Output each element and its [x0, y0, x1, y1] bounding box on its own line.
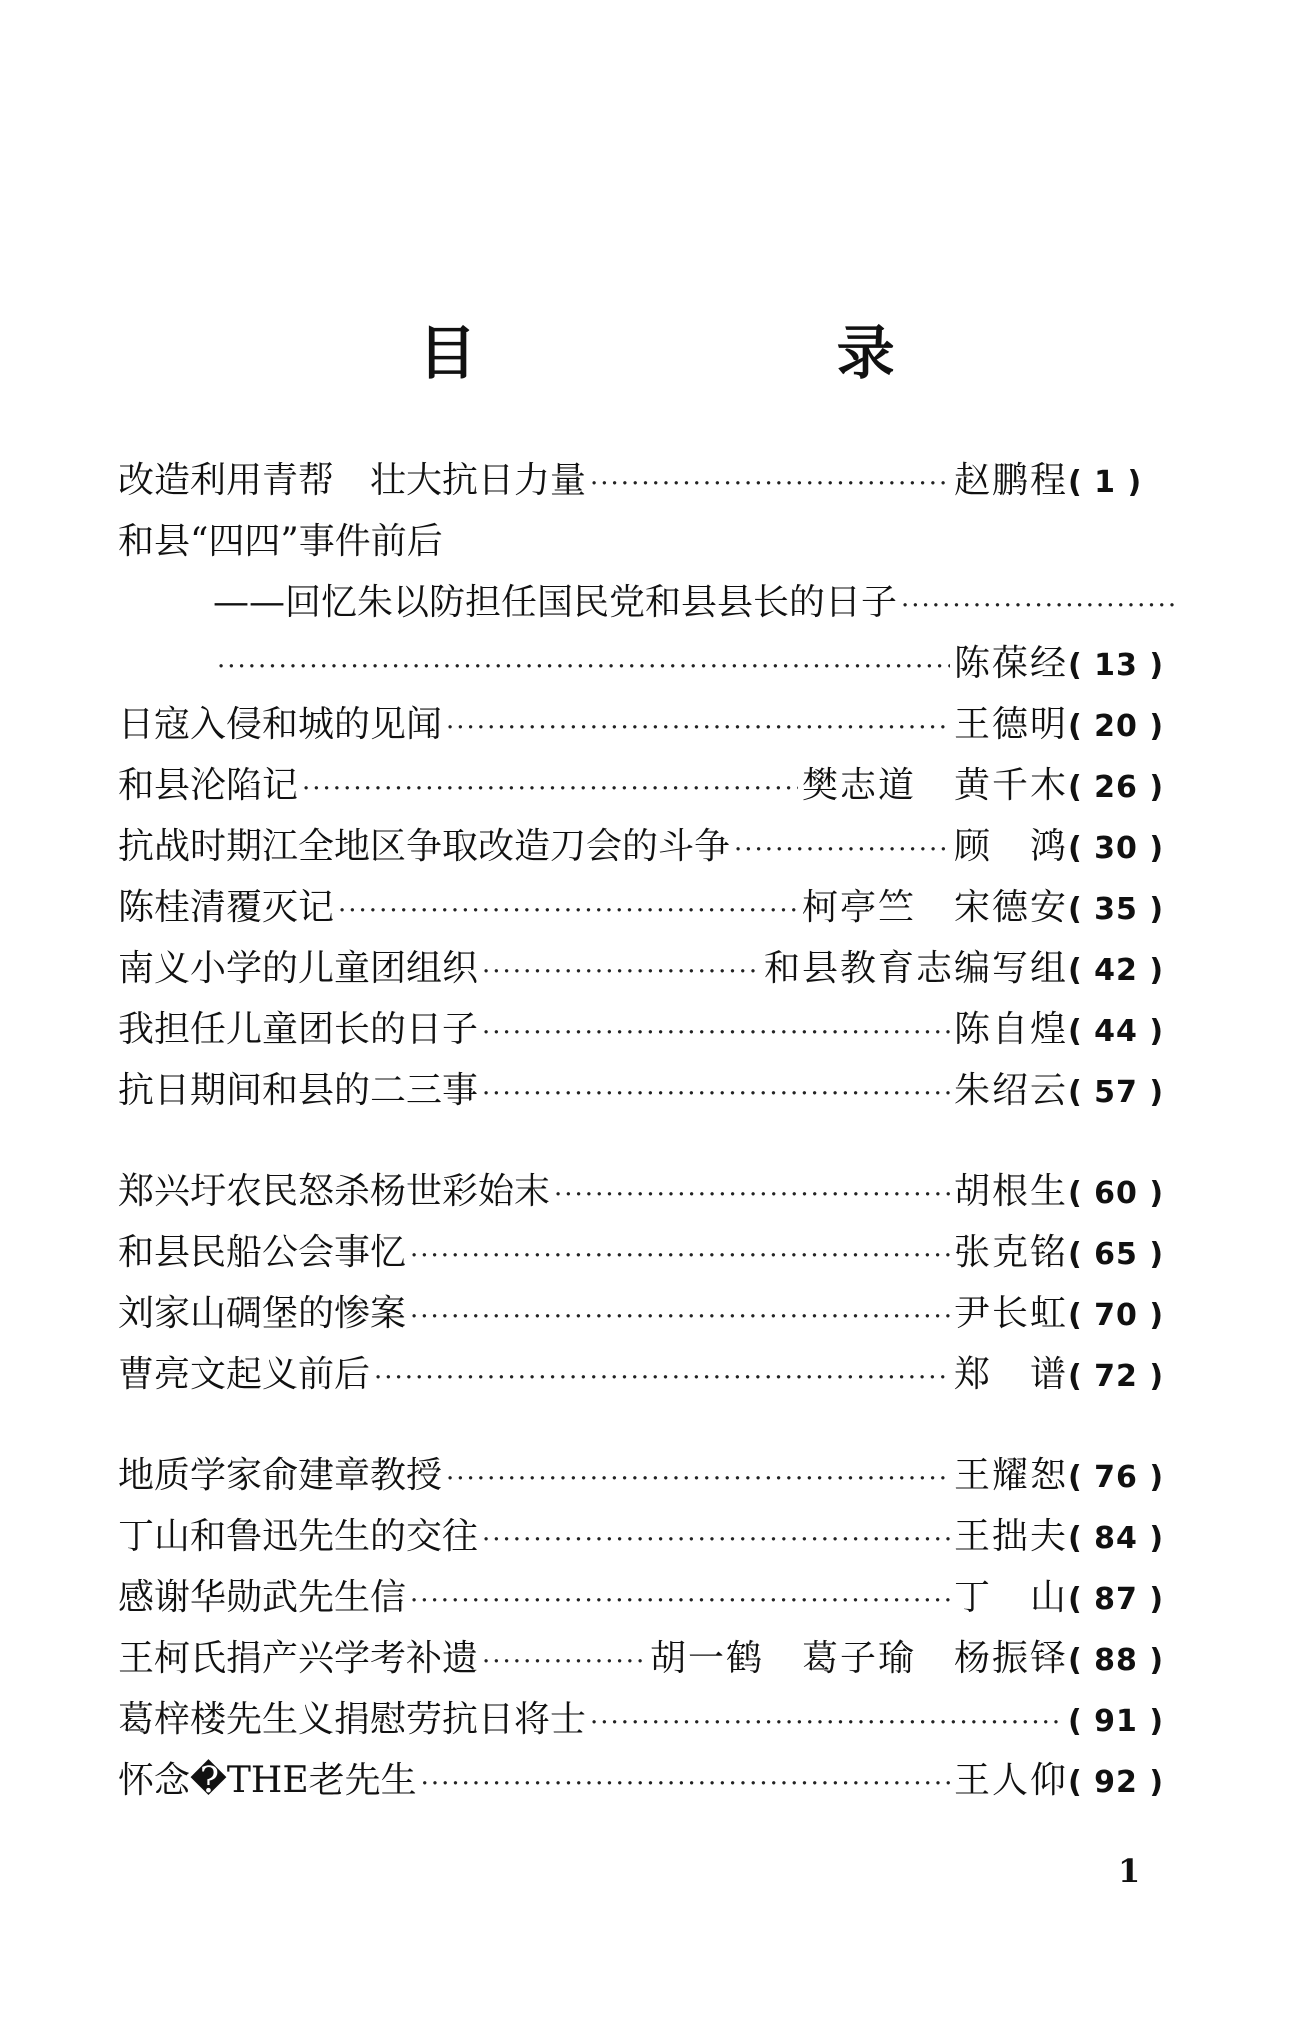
- entry-author: 顾 鸿: [953, 826, 1068, 867]
- entry-author: 朱绍云: [953, 1070, 1068, 1111]
- entry-author: 王人仰: [953, 1760, 1068, 1801]
- entry-title: 王柯氏捐产兴学考补遗: [118, 1638, 479, 1679]
- toc-entry: [118, 1689, 1178, 1750]
- entry-page: ( 92 ): [1068, 1765, 1165, 1800]
- entry-author: 郑 谱: [953, 1354, 1068, 1395]
- entry-page: ( 30 ): [1068, 831, 1165, 866]
- dot-leader: [482, 942, 760, 1003]
- entry-page: ( 76 ): [1068, 1460, 1165, 1495]
- toc-entry: [118, 1222, 1178, 1283]
- toc-entry: [118, 1628, 1178, 1689]
- entry-title: 葛梓楼先生义捐慰劳抗日将士: [118, 1699, 587, 1740]
- dot-leader: [410, 1226, 950, 1287]
- toc-entry: [118, 1283, 1178, 1344]
- entry-author: 赵鹏程: [953, 460, 1068, 501]
- entry-page: ( 60 ): [1068, 1176, 1165, 1211]
- entry-author: 胡根生: [953, 1171, 1068, 1212]
- entry-title: 抗日期间和县的二三事: [118, 1070, 479, 1111]
- toc-entry-continuation: [118, 633, 1178, 694]
- entry-author: 王拙夫: [953, 1516, 1068, 1557]
- entry-title: 我担任儿童团长的日子: [118, 1009, 479, 1050]
- entry-title: 感谢华勋武先生信: [118, 1577, 407, 1618]
- toc-entry: [118, 1506, 1178, 1567]
- entry-author: 胡一鹤 葛子瑜 杨振铎: [649, 1638, 1068, 1679]
- dot-leader: [734, 820, 950, 881]
- entry-author: 和县教育志编写组: [763, 948, 1068, 989]
- toc-entry: [118, 1567, 1178, 1628]
- entry-page: ( 13 ): [1068, 648, 1165, 683]
- entry-title: 怀念�THE老先生: [118, 1760, 417, 1801]
- entry-title: 地质学家俞建章教授: [118, 1455, 443, 1496]
- entry-page: ( 20 ): [1068, 709, 1165, 744]
- toc-entry: [118, 816, 1178, 877]
- entry-author: 张克铭: [953, 1232, 1068, 1273]
- entry-title: 丁山和鲁迅先生的交往: [118, 1516, 479, 1557]
- toc-entry: [118, 450, 1178, 511]
- toc-entry: [118, 1445, 1178, 1506]
- entry-page: ( 65 ): [1068, 1237, 1165, 1272]
- dot-leader: [338, 881, 798, 942]
- entry-title: 日寇入侵和城的见闻: [118, 704, 443, 745]
- dot-leader: [446, 1449, 950, 1510]
- dot-leader: [421, 1754, 950, 1815]
- entry-author: 柯亭竺 宋德安: [801, 887, 1068, 928]
- page-number: 1: [1118, 1852, 1141, 1890]
- toc-entry-subtitle: [118, 572, 1178, 633]
- entry-page: ( 88 ): [1068, 1643, 1165, 1678]
- dot-leader: [901, 576, 1174, 637]
- toc-entry: [118, 999, 1178, 1060]
- toc-entry: [118, 1161, 1178, 1222]
- entry-author: 王德明: [953, 704, 1068, 745]
- dot-leader: [482, 1632, 646, 1693]
- dot-leader: [410, 1571, 950, 1632]
- dot-leader: [302, 759, 798, 820]
- dot-leader: [482, 1003, 950, 1064]
- entry-title: 南义小学的儿童团组织: [118, 948, 479, 989]
- toc-entry: [118, 877, 1178, 938]
- entry-author: 樊志道 黄千木: [801, 765, 1068, 806]
- dot-leader: [482, 1510, 950, 1571]
- toc-entry: [118, 1750, 1178, 1811]
- entry-author: 王耀恕: [953, 1455, 1068, 1496]
- entry-title: 抗战时期江全地区争取改造刀会的斗争: [118, 826, 731, 867]
- entry-page: ( 42 ): [1068, 953, 1165, 988]
- entry-title: 和县沦陷记: [118, 765, 299, 806]
- entry-page: ( 57 ): [1068, 1075, 1165, 1110]
- entry-author: 尹长虹: [953, 1293, 1068, 1334]
- toc-entry: [118, 1060, 1178, 1121]
- entry-author: 丁 山: [953, 1577, 1068, 1618]
- entry-title: 和县“四四”事件前后: [118, 521, 443, 562]
- dot-leader: [482, 1064, 950, 1125]
- entry-page: ( 87 ): [1068, 1582, 1165, 1617]
- page-title: 目 录: [418, 319, 1065, 387]
- entry-page: ( 91 ): [1068, 1704, 1165, 1739]
- entry-title: 曹亮文起义前后: [118, 1354, 371, 1395]
- entry-author: 陈自煌: [953, 1009, 1068, 1050]
- dot-leader: [554, 1165, 950, 1226]
- dot-leader: [410, 1287, 950, 1348]
- entry-title: 陈桂清覆灭记: [118, 887, 335, 928]
- toc-entry: [118, 511, 1178, 572]
- dot-leader: [590, 1693, 1064, 1754]
- dot-leader: [217, 637, 950, 698]
- entry-page: ( 26 ): [1068, 770, 1165, 805]
- toc-entry: [118, 694, 1178, 755]
- entry-title: 和县民船公会事忆: [118, 1232, 407, 1273]
- dot-leader: [446, 698, 950, 759]
- entry-page: ( 70 ): [1068, 1298, 1165, 1333]
- entry-page: ( 72 ): [1068, 1359, 1165, 1394]
- toc-entry: [118, 1344, 1178, 1405]
- entry-author: 陈葆经: [953, 643, 1068, 684]
- entry-title: 郑兴圩农民怒杀杨世彩始末: [118, 1171, 551, 1212]
- entry-page: ( 1 ): [1068, 465, 1143, 500]
- dot-leader: [374, 1348, 950, 1409]
- entry-page: ( 35 ): [1068, 892, 1165, 927]
- entry-page: ( 84 ): [1068, 1521, 1165, 1556]
- entry-title: 改造利用青帮 壮大抗日力量: [118, 460, 587, 501]
- entry-title: 刘家山碉堡的惨案: [118, 1293, 407, 1334]
- table-of-contents: [118, 450, 1178, 1811]
- toc-entry: [118, 938, 1178, 999]
- entry-subtitle: ——回忆朱以防担任国民党和县县长的日子: [213, 582, 898, 623]
- entry-page: ( 44 ): [1068, 1014, 1165, 1049]
- dot-leader: [590, 454, 950, 515]
- toc-entry: [118, 755, 1178, 816]
